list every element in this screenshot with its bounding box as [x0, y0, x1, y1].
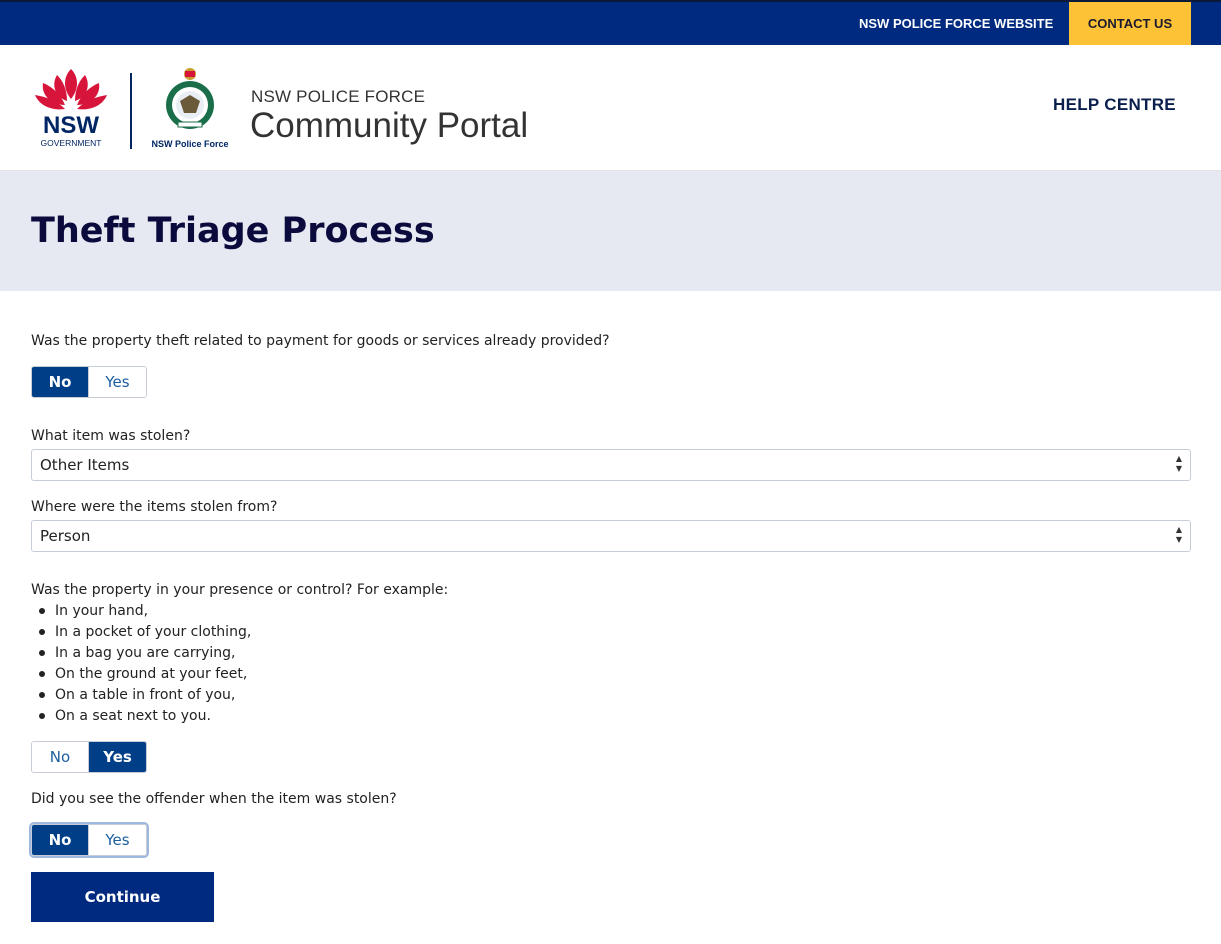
portal-title: Community Portal	[250, 106, 529, 145]
list-item: In your hand,	[31, 602, 251, 623]
select-arrows-icon: ▲ ▼	[1175, 525, 1182, 544]
presence-control-no-option[interactable]: No	[32, 742, 88, 772]
nsw-police-website-link[interactable]: NSW POLICE FORCE WEBSITE	[859, 16, 1054, 31]
saw-offender-toggle	[31, 824, 147, 856]
saw-offender-yes-option[interactable]: Yes	[88, 825, 146, 855]
nsw-government-logo[interactable]	[33, 67, 109, 149]
item-stolen-select[interactable]	[31, 449, 1191, 481]
list-item: On the ground at your feet,	[31, 665, 251, 686]
question-saw-offender: Did you see the offender when the item was stolen?	[31, 791, 397, 807]
portal-subtitle: NSW POLICE FORCE	[251, 87, 426, 106]
logo-divider	[130, 73, 132, 149]
saw-offender-no-option[interactable]: No	[32, 825, 88, 855]
top-utility-bar	[0, 0, 1221, 45]
police-logo-text: NSW Police Force	[151, 139, 229, 149]
payment-related-yes-option[interactable]: Yes	[88, 367, 146, 397]
payment-related-toggle	[31, 366, 147, 398]
help-centre-link[interactable]: HELP CENTRE	[1053, 95, 1176, 114]
continue-button[interactable]: Continue	[31, 872, 214, 922]
stolen-from-select[interactable]	[31, 520, 1191, 552]
stolen-from-value: Person	[40, 527, 91, 545]
page-title: Theft Triage Process	[31, 211, 435, 251]
question-presence-control: Was the property in your presence or control? For example:	[31, 582, 449, 598]
list-item: On a table in front of you,	[31, 686, 251, 707]
nsw-police-force-crest	[148, 67, 232, 151]
list-item: In a pocket of your clothing,	[31, 623, 251, 644]
nsw-logo-text: NSW	[43, 112, 99, 139]
item-stolen-value: Other Items	[40, 456, 130, 474]
contact-us-link[interactable]: CONTACT US	[1069, 2, 1191, 45]
site-header	[0, 45, 1221, 171]
item-stolen-label: What item was stolen?	[31, 428, 191, 444]
presence-examples-list	[31, 602, 251, 728]
presence-control-toggle	[31, 741, 147, 773]
stolen-from-label: Where were the items stolen from?	[31, 499, 278, 515]
page-banner	[0, 171, 1221, 291]
question-payment-related: Was the property theft related to payment for goods or services already provided?	[31, 333, 610, 349]
select-arrows-icon: ▲ ▼	[1175, 454, 1182, 473]
nsw-logo-subtext: GOVERNMENT	[40, 138, 102, 148]
presence-control-yes-option[interactable]: Yes	[88, 742, 146, 772]
list-item: In a bag you are carrying,	[31, 644, 251, 665]
list-item: On a seat next to you.	[31, 707, 251, 728]
payment-related-no-option[interactable]: No	[32, 367, 88, 397]
